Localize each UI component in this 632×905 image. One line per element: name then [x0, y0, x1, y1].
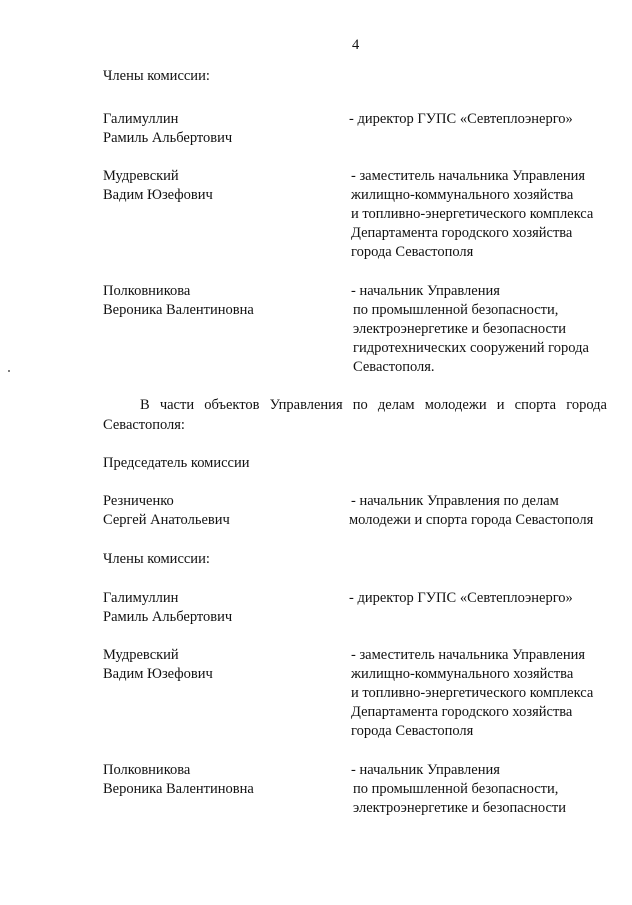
- member-role-line: гидротехнических сооружений города: [353, 340, 589, 356]
- member-name-line: Вероника Валентиновна: [103, 302, 254, 318]
- member-name-line: Полковникова: [103, 762, 191, 778]
- member-role-line: и топливно-энергетического комплекса: [351, 685, 594, 701]
- member-role-line: электроэнергетике и безопасности: [353, 800, 566, 816]
- member-role-line: - директор ГУПС «Севтеплоэнерго»: [349, 111, 573, 127]
- member-name-line: Мудревский: [103, 647, 179, 663]
- chair-role-line: - начальник Управления по делам: [351, 493, 559, 509]
- member-role-line: по промышленной безопасности,: [353, 302, 559, 318]
- chair-role-line: молодежи и спорта города Севастополя: [349, 512, 594, 528]
- member-role-line: - директор ГУПС «Севтеплоэнерго»: [349, 590, 573, 606]
- chair-heading: Председатель комиссии: [103, 455, 250, 471]
- section-paragraph: В части объектов Управления по делам молодежи и спорта города Севастополя:: [103, 397, 607, 433]
- member-role-line: - начальник Управления: [351, 762, 500, 778]
- member-name-line: Рамиль Альбертович: [103, 609, 233, 625]
- member-name-line: Галимуллин: [103, 590, 179, 606]
- member-role-line: жилищно-коммунального хозяйства: [351, 666, 574, 682]
- member-name-line: Мудревский: [103, 168, 179, 184]
- member-role-line: - заместитель начальника Управления: [351, 647, 586, 663]
- member-name-line: Вероника Валентиновна: [103, 781, 254, 797]
- member-name-line: Вадим Юзефович: [103, 666, 213, 682]
- scan-speck: [8, 370, 10, 372]
- member-role-line: города Севастополя: [351, 244, 474, 260]
- member-name-line: Рамиль Альбертович: [103, 130, 233, 146]
- chair-name-line: Резниченко: [103, 493, 174, 509]
- member-role-line: Севастополя.: [353, 359, 435, 375]
- members-heading: Члены комиссии:: [103, 551, 210, 567]
- member-name-line: Полковникова: [103, 283, 191, 299]
- member-name-line: Вадим Юзефович: [103, 187, 213, 203]
- member-role-line: Департамента городского хозяйства: [351, 704, 573, 720]
- member-role-line: по промышленной безопасности,: [353, 781, 559, 797]
- members-heading: Члены комиссии:: [103, 68, 210, 84]
- page-number: 4: [352, 37, 360, 53]
- member-role-line: - начальник Управления: [351, 283, 500, 299]
- member-role-line: - заместитель начальника Управления: [351, 168, 586, 184]
- member-role-line: электроэнергетике и безопасности: [353, 321, 566, 337]
- member-role-line: и топливно-энергетического комплекса: [351, 206, 594, 222]
- chair-name-line: Сергей Анатольевич: [103, 512, 230, 528]
- member-role-line: жилищно-коммунального хозяйства: [351, 187, 574, 203]
- member-name-line: Галимуллин: [103, 111, 179, 127]
- member-role-line: города Севастополя: [351, 723, 474, 739]
- member-role-line: Департамента городского хозяйства: [351, 225, 573, 241]
